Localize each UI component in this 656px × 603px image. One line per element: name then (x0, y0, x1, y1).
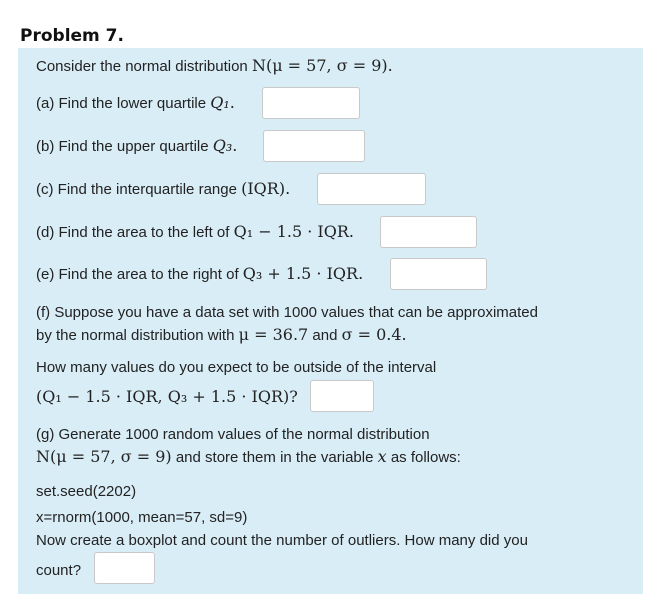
part-c-text (36, 179, 290, 200)
part-c-answer-input[interactable] (317, 173, 426, 205)
part-g-line2-var: x (377, 447, 387, 466)
part-e-text (36, 264, 363, 285)
part-f-and: and (308, 327, 342, 344)
part-g-code2: x=rnorm(1000, mean=57, sd=9) (36, 509, 248, 526)
part-e-answer-input[interactable] (390, 258, 487, 290)
part-f-interval (36, 387, 298, 408)
part-f-line2 (36, 325, 407, 346)
part-d-answer-input[interactable] (380, 216, 477, 248)
part-a-text (36, 93, 235, 114)
part-a-suffix: . (229, 93, 235, 112)
part-a-answer-input[interactable] (262, 87, 360, 119)
part-d-math: Q₁ − 1.5 · IQR. (233, 222, 354, 241)
part-g-line2-math: N(μ = 57, σ = 9) (36, 447, 172, 466)
part-f-line2-prefix: by the normal distribution with (36, 327, 239, 344)
part-g-line3: Now create a boxplot and count the number of outliers. How many did you (36, 532, 528, 549)
part-b-math: Q₃ (212, 136, 233, 155)
part-e-prefix: (e) Find the area to the right of (36, 266, 243, 283)
part-c-prefix: (c) Find the interquartile range (36, 181, 242, 198)
intro-prefix: Consider the normal distribution (36, 58, 252, 75)
part-f-interval-math: (Q₁ − 1.5 · IQR, Q₃ + 1.5 · IQR)? (36, 387, 298, 406)
part-a-prefix: (a) Find the lower quartile (36, 95, 211, 112)
part-g-answer-input[interactable] (94, 552, 155, 584)
intro-formula: N(μ = 57, σ = 9). (251, 56, 393, 75)
part-a-math: Q₁ (210, 93, 230, 112)
intro-text (36, 56, 393, 77)
part-e-math: Q₃ + 1.5 · IQR. (242, 264, 364, 283)
part-d-prefix: (d) Find the area to the left of (36, 224, 234, 241)
part-g-line2-mid: and store them in the variable (171, 449, 378, 466)
part-f-answer-input[interactable] (310, 380, 374, 412)
part-g-line4: count? (36, 562, 82, 579)
part-f-mu: μ = 36.7 (238, 325, 309, 344)
part-g-line2 (36, 447, 461, 468)
part-b-suffix: . (232, 136, 238, 155)
part-f-question: How many values do you expect to be outside of the interval (36, 359, 437, 376)
part-d-text (36, 222, 354, 243)
part-c-math: (IQR). (241, 179, 291, 198)
part-b-prefix: (b) Find the upper quartile (36, 138, 213, 155)
part-f-line1: (f) Suppose you have a data set with 1000 values that can be approximated (36, 304, 538, 321)
part-g-line1: (g) Generate 1000 random values of the normal distribution (36, 426, 430, 443)
problem-title: Problem 7. (20, 26, 124, 46)
part-g-code1: set.seed(2202) (36, 483, 137, 500)
part-b-answer-input[interactable] (263, 130, 365, 162)
part-g-line2-suffix: as follows: (386, 449, 461, 466)
part-b-text (36, 136, 237, 157)
part-f-sigma: σ = 0.4. (341, 325, 407, 344)
